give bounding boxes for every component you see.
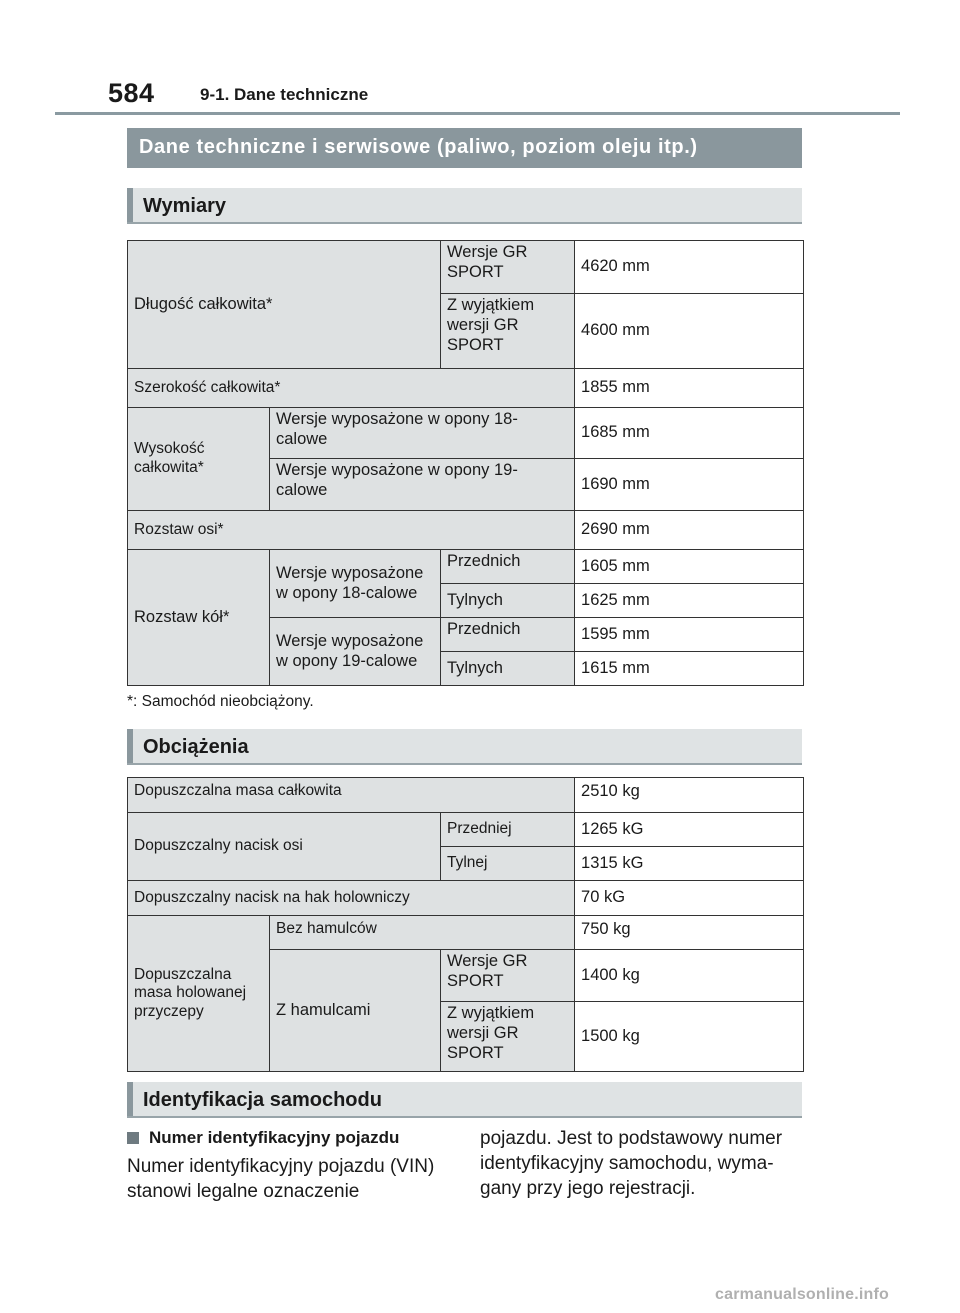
- unbraked-value: 750 kg: [575, 916, 804, 950]
- track-axle: Tylnych: [441, 584, 575, 618]
- track-axle: Przednich: [441, 618, 575, 652]
- vin-bullet: [127, 1128, 457, 1148]
- braked-variant: Z wyjątkiem wersji GR SPORT: [441, 1002, 575, 1072]
- track-value: 1625 mm: [575, 584, 804, 618]
- identification-left-column: [127, 1128, 457, 1204]
- wheelbase-value: 2690 mm: [575, 511, 804, 550]
- length-value: 4600 mm: [575, 294, 804, 369]
- gvw-value: 2510 kg: [575, 778, 804, 813]
- length-variant: Z wyjątkiem wersji GR SPORT: [441, 294, 575, 369]
- braked-value: 1500 kg: [575, 1002, 804, 1072]
- identification-heading: [127, 1082, 802, 1118]
- braked-variant: Wersje GR SPORT: [441, 950, 575, 1002]
- dimensions-heading: [127, 188, 802, 224]
- axle-load-value: 1265 kG: [575, 813, 804, 847]
- square-bullet-icon: [127, 1132, 139, 1144]
- section-title: 9-1. Dane techniczne: [200, 85, 369, 104]
- axle-load-axle: Przedniej: [441, 813, 575, 847]
- page-number: 584: [108, 78, 155, 108]
- height-variant: Wersje wyposażone w opony 19-calowe: [270, 459, 575, 511]
- vin-text-right: pojazdu. Jest to podstawowy numer identyfikacyjny samochodu, wyma-gany przy jego rejestracji.: [480, 1128, 783, 1199]
- width-label: Szerokość całkowita*: [128, 369, 575, 408]
- track-label: Rozstaw kół*: [128, 550, 270, 686]
- dimensions-heading-text: Wymiary: [143, 195, 227, 217]
- length-value: 4620 mm: [575, 241, 804, 294]
- loads-heading: [127, 729, 802, 765]
- hitch-value: 70 kG: [575, 881, 804, 916]
- track-value: 1595 mm: [575, 618, 804, 652]
- height-value: 1690 mm: [575, 459, 804, 511]
- track-variant: Wersje wyposażone w opony 18-calowe: [270, 550, 441, 618]
- braked-value: 1400 kg: [575, 950, 804, 1002]
- track-value: 1615 mm: [575, 652, 804, 686]
- track-variant: Wersje wyposażone w opony 19-calowe: [270, 618, 441, 686]
- gvw-label: Dopuszczalna masa całkowita: [128, 778, 575, 813]
- trailer-label: Dopuszczalna masa holowanej przyczepy: [128, 916, 270, 1072]
- axle-load-axle: Tylnej: [441, 847, 575, 881]
- track-axle: Przednich: [441, 550, 575, 584]
- dimensions-table: [127, 240, 804, 686]
- vin-text-left: Numer identyfikacyjny pojazdu (VIN) stanowi legalne oznaczenie: [127, 1156, 435, 1202]
- main-banner: Dane techniczne i serwisowe (paliwo, poziom oleju itp.): [127, 128, 802, 168]
- axle-load-value: 1315 kG: [575, 847, 804, 881]
- vin-bullet-title: Numer identyfikacyjny pojazdu: [149, 1128, 400, 1147]
- length-label: Długość całkowita*: [128, 241, 441, 369]
- braked-label: Z hamulcami: [270, 950, 441, 1072]
- track-axle: Tylnych: [441, 652, 575, 686]
- loads-table: [127, 777, 804, 1072]
- hitch-label: Dopuszczalny nacisk na hak holowniczy: [128, 881, 575, 916]
- height-label: Wysokość całkowita*: [128, 408, 270, 511]
- track-value: 1605 mm: [575, 550, 804, 584]
- width-value: 1855 mm: [575, 369, 804, 408]
- loads-heading-text: Obciążenia: [143, 736, 249, 758]
- identification-heading-text: Identyfikacja samochodu: [143, 1089, 382, 1111]
- wheelbase-label: Rozstaw osi*: [128, 511, 575, 550]
- watermark: carmanualsonline.info: [715, 1286, 890, 1303]
- footnote: *: Samochód nieobciążony.: [127, 693, 314, 710]
- axle-load-label: Dopuszczalny nacisk osi: [128, 813, 441, 881]
- height-variant: Wersje wyposażone w opony 18-calowe: [270, 408, 575, 459]
- unbraked-label: Bez hamulców: [270, 916, 575, 950]
- header-divider: [55, 112, 900, 115]
- length-variant: Wersje GR SPORT: [441, 241, 575, 294]
- height-value: 1685 mm: [575, 408, 804, 459]
